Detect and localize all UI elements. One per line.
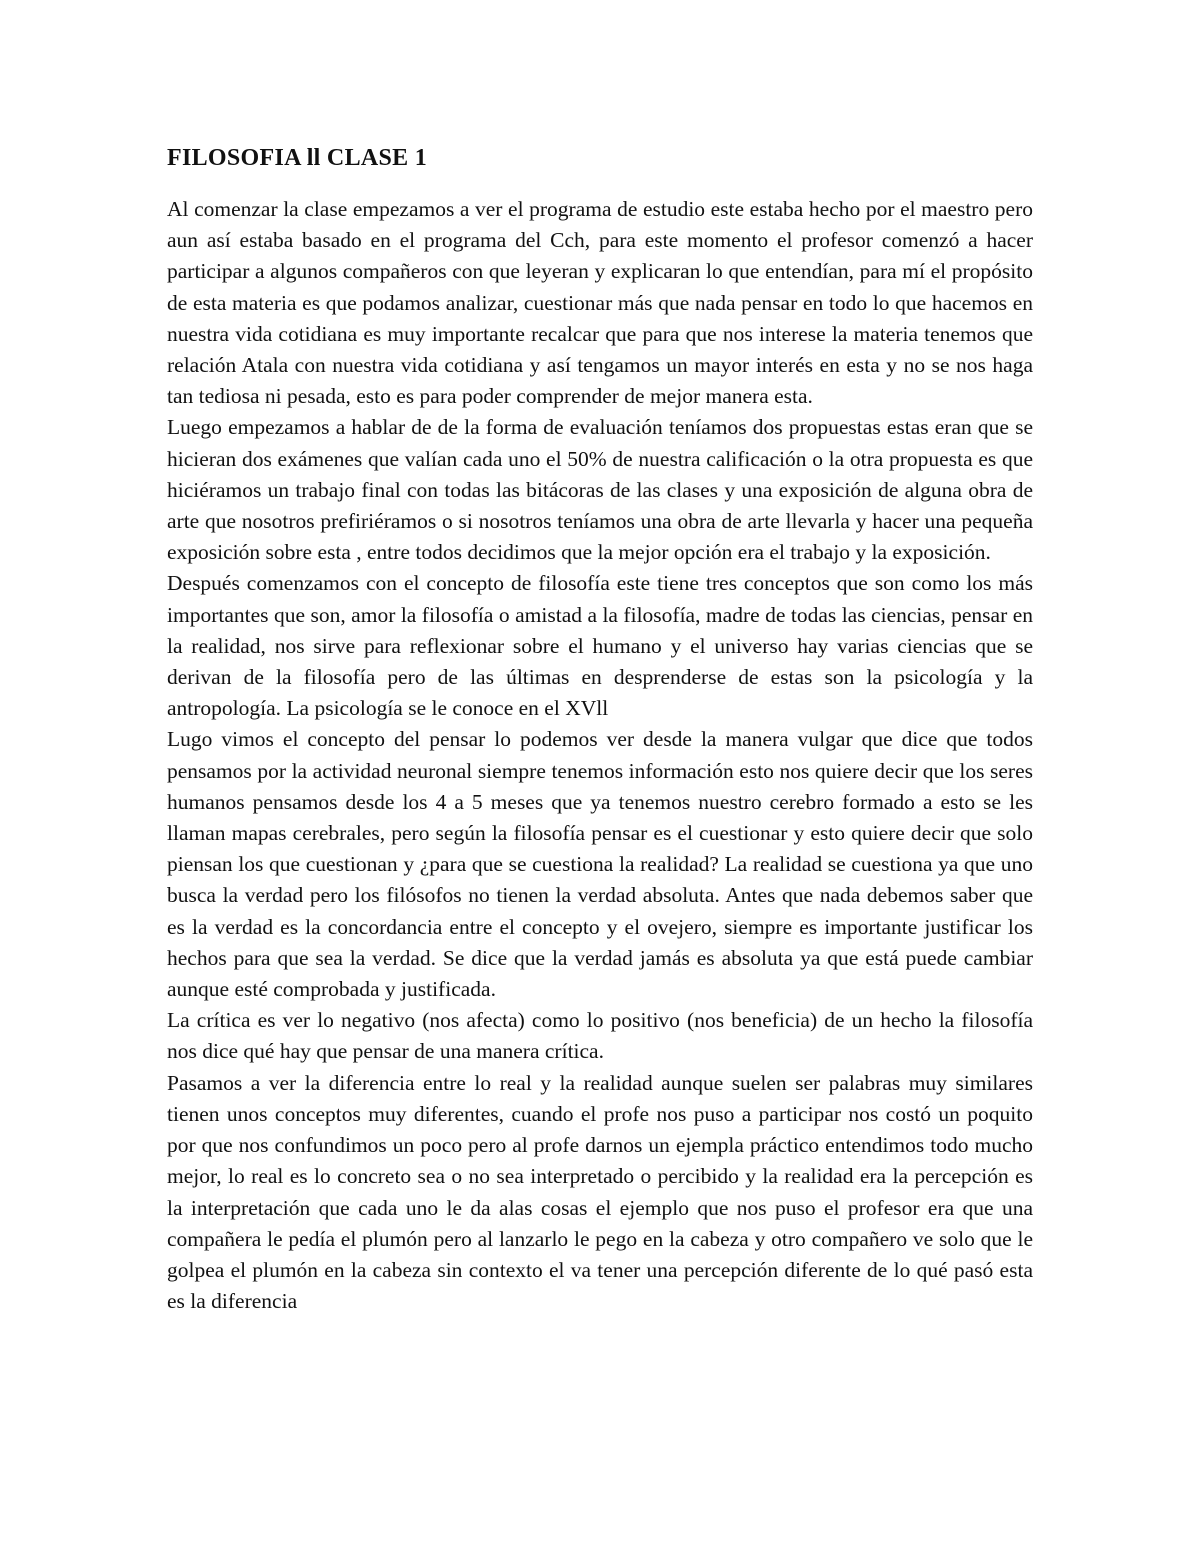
paragraph-syllabus: Al comenzar la clase empezamos a ver el programa de estudio este estaba hecho por el maestro pero aun así estaba basado en el programa del Cch, para este momento el profesor comenzó a hacer participar a algunos compañeros con que leyeran y explicaran lo que entendían, para mí el propósito de esta materia es que podamos analizar, cuestionar más que nada pensar en todo lo que hacemos en nuestra vida cotidiana es muy importante recalcar que para que nos interese la materia tenemos que relación Atala con nuestra vida cotidiana y así tengamos un mayor interés en esta y no se nos haga tan tediosa ni pesada, esto es para poder comprender de mejor manera esta. [167,197,1033,409]
paragraph-evaluation: Luego empezamos a hablar de de la forma de evaluación teníamos dos propuestas estas eran que se hicieran dos exámenes que valían cada uno el 50% de nuestra calificación o la otra propuesta es que hiciéramos un trabajo final con todas las bitácoras de las clases y una exposición de alguna obra de arte que nosotros prefiriéramos o si nosotros teníamos una obra de arte llevarla y hacer una pequeña exposición sobre esta , entre todos decidimos que la mejor opción era el trabajo y la exposición. [167,415,1033,565]
document-page [167,138,1033,1317]
paragraph-criticism: La crítica es ver lo negativo (nos afecta) como lo positivo (nos beneficia) de un hecho la filosofía nos dice qué hay que pensar de una manera crítica. [167,1008,1033,1064]
paragraph-real-vs-reality: Pasamos a ver la diferencia entre lo real y la realidad aunque suelen ser palabras muy similares tienen unos conceptos muy diferentes, cuando el profe nos puso a participar nos costó un poquito por que nos confundimos un poco pero al profe darnos un ejempla práctico entendimos todo mucho mejor, lo real es lo concreto sea o no sea interpretado o percibido y la realidad era la percepción es la interpretación que cada uno le da alas cosas el ejemplo que nos puso el profesor era que una compañera le pedía el plumón pero al lanzarlo le pego en la cabeza y otro compañero ve solo que le golpea el plumón en la cabeza sin contexto el va tener una percepción diferente de lo qué pasó esta es la diferencia [167,1070,1033,1314]
paragraph-philosophy-concept: Después comenzamos con el concepto de filosofía este tiene tres conceptos que son como los más importantes que son, amor la filosofía o amistad a la filosofía, madre de todas las ciencias, pensar en la realidad, nos sirve para reflexionar sobre el humano y el universo hay varias ciencias que se derivan de la filosofía pero de las últimas en desprenderse de estas son la psicología y la antropología. La psicología se le conoce en el XVll [167,571,1033,721]
document-title: FILOSOFIA ll CLASE 1 [167,145,428,171]
paragraph-thinking-concept: Lugo vimos el concepto del pensar lo podemos ver desde la manera vulgar que dice que todos pensamos por la actividad neuronal siempre tenemos información esto nos quiere decir que los seres humanos pensamos desde los 4 a 5 meses que ya tenemos nuestro cerebro formado a esto se les llaman mapas cerebrales, pero según la filosofía pensar es el cuestionar y esto quiere decir que solo piensan los que cuestionan y ¿para que se cuestiona la realidad? La realidad se cuestiona ya que uno busca la verdad pero los filósofos no tienen la verdad absoluta. Antes que nada debemos saber que es la verdad es la concordancia entre el concepto y el ovejero, siempre es importante justificar los hechos para que sea la verdad. Se dice que la verdad jamás es absoluta ya que está puede cambiar aunque esté comprobada y justificada. [167,727,1033,1002]
